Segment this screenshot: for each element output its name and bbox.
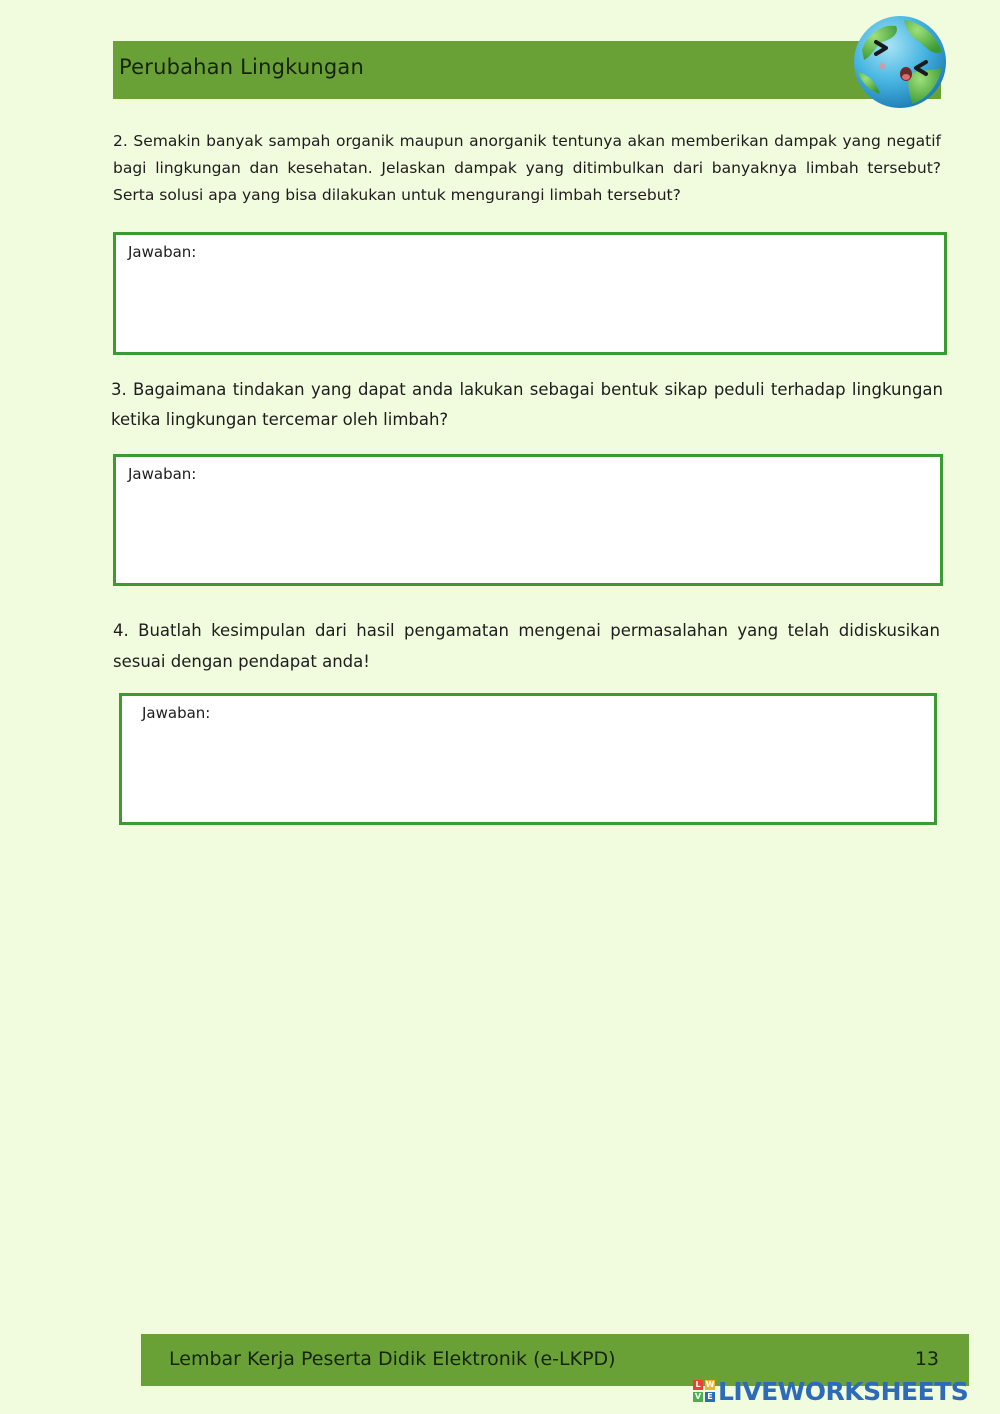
question-3-text: 3. Bagaimana tindakan yang dapat anda lakukan sebagai bentuk sikap peduli terhadap lingkungan ketika lingkungan tercemar oleh limbah? (111, 380, 943, 429)
liveworksheets-watermark (693, 1376, 968, 1406)
watermark-text: LIVEWORKSHEETS (718, 1376, 969, 1406)
footer-text: Lembar Kerja Peserta Didik Elektronik (e-LKPD) (169, 1348, 616, 1370)
header-bar (113, 41, 941, 99)
question-2-text: 2. Semakin banyak sampah organik maupun anorganik tentunya akan memberikan dampak yang negatif bagi lingkungan dan kesehatan. Jelaskan dampak yang ditimbulkan dari banyaknya limbah tersebut? Serta solusi apa yang bisa dilakukan untuk mengurangi limbah tersebut? (113, 132, 941, 204)
answer-label: Jawaban: (128, 465, 197, 483)
page-title: Perubahan Lingkungan (119, 55, 364, 79)
question-4-text: 4. Buatlah kesimpulan dari hasil pengamatan mengenai permasalahan yang telah didiskusikan sesuai dengan pendapat anda! (113, 621, 940, 671)
answer-box-3[interactable] (113, 454, 943, 586)
answer-box-4[interactable] (119, 693, 937, 825)
liveworksheets-logo-icon: L W V E (694, 1380, 715, 1401)
answer-label: Jawaban: (142, 704, 211, 722)
answer-box-2[interactable] (113, 232, 947, 355)
page-number: 13 (914, 1348, 939, 1370)
answer-label: Jawaban: (128, 243, 197, 261)
earth-globe-icon (850, 12, 950, 112)
